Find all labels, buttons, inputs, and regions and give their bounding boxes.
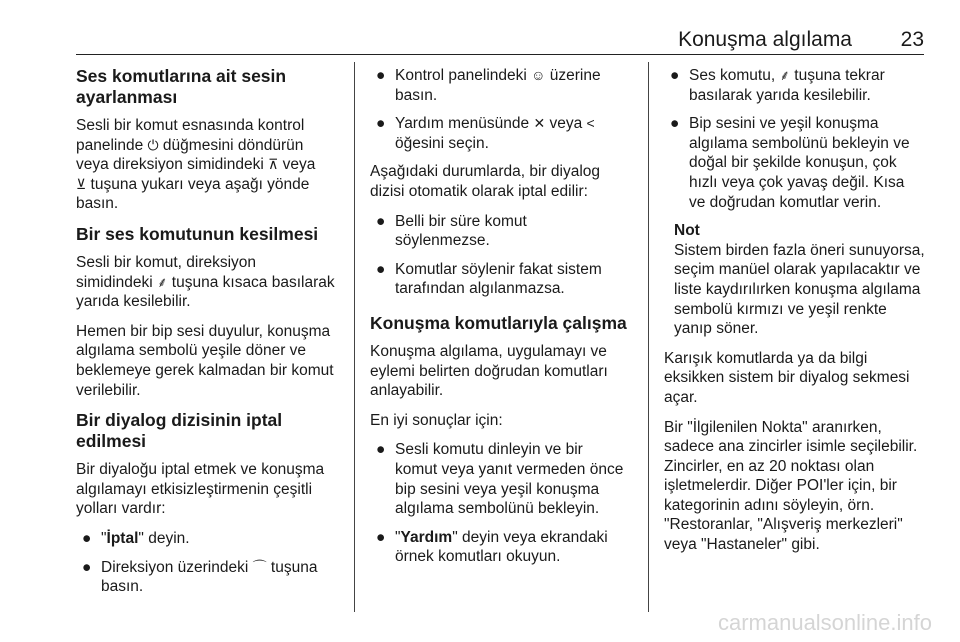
- list-item: ● "İptal" deyin.: [82, 529, 190, 547]
- list-item: ● Direksiyon üzerindeki ⌒ tuşuna basın.: [82, 558, 318, 596]
- paragraph: Bir diyaloğu iptal etmek ve konuşma algılamayı etkisizleştirmenin çeşitli yolları vardır:: [76, 461, 325, 518]
- page-header: [76, 28, 924, 55]
- voice-down-icon: ⊻: [76, 175, 87, 192]
- list-item: ● "Yardım" deyin veya ekrandaki örnek komutları okuyun.: [376, 528, 608, 566]
- voice-icon: ⸙: [779, 67, 790, 83]
- list-item: ● Sesli komutu dinleyin ve bir komut veya yanıt vermeden önce bip sesini veya yeşil konuşma algılama sembolünü bekleyin.: [376, 441, 624, 518]
- paragraph: Karışık komutlarda ya da bilgi eksikken sistem bir diyalog sekmesi açar.: [664, 349, 910, 406]
- power-icon: ⏻: [147, 136, 159, 153]
- hang-up-icon: ⌒: [252, 558, 267, 575]
- section-heading: Konuşma komutlarıyla çalışma: [370, 312, 627, 333]
- paragraph: En iyi sonuçlar için:: [370, 411, 503, 429]
- list-item: ● Yardım menüsünde ✕ veya < öğesini seçin.: [376, 115, 595, 152]
- list-item: ● Komutlar söylenir fakat sistem tarafından algılanmazsa.: [376, 260, 602, 298]
- page-title: Konuşma algılama: [678, 28, 852, 51]
- column-divider: [354, 62, 355, 612]
- section-heading: Ses komutlarına ait sesin ayarlanması: [76, 66, 287, 107]
- close-icon: ✕: [533, 115, 546, 132]
- section-heading: Bir diyalog dizisinin iptal edilmesi: [76, 410, 283, 452]
- paragraph: Aşağıdaki durumlarda, bir diyalog dizisi otomatik olarak iptal edilir:: [370, 163, 601, 200]
- list-item: ● Bip sesini ve yeşil konuşma algılama sembolünü bekleyin ve doğal bir şekilde konuşun, çok hızlı veya çok yavaş değil. Kısa ve doğrudan komutlar verin.: [670, 115, 910, 211]
- section-heading: Bir ses komutunun kesilmesi: [76, 223, 319, 244]
- voice-up-icon: ⊼: [268, 156, 279, 173]
- note-title: Not: [674, 222, 700, 240]
- column-1: [76, 66, 346, 606]
- paragraph: Bir "İlgilenilen Nokta" aranırken, sadece ana zincirler isimle seçilebilir. Zincirler, en az 20 noktası olan işletmelerdir. Diğer POI'ler için, bir kategorinin adını söyleyin, örn. "Restoranlar, "Alışveriş merkezleri" veya "Hastaneler" gibi.: [664, 418, 918, 554]
- voice-icon: ⸙: [156, 273, 168, 290]
- face-icon: ☺: [531, 67, 546, 83]
- paragraph: Konuşma algılama, uygulamayı ve eylemi belirten doğrudan komutları anlayabilir.: [370, 342, 608, 400]
- list-item: ● Ses komutu, ⸙ tuşuna tekrar basılarak yarıda kesilebilir.: [670, 67, 885, 104]
- column-2: [370, 66, 640, 576]
- column-divider: [648, 62, 649, 612]
- note-box: Not Sistem birden fazla öneri sunuyorsa, seçim manüel olarak yapılacaktır ve liste kaydırılırken konuşma algılama sembolü kırmızı ve yeşil renkte yanıp söner.: [674, 221, 929, 339]
- paragraph: Hemen bir bip sesi duyulur, konuşma algılama sembolü yeşile döner ve beklemeye gerek kalmadan bir komut verilebilir.: [76, 322, 334, 399]
- page-number: 23: [900, 28, 924, 51]
- list-item: ● Belli bir süre komut söylenmezse.: [376, 212, 527, 250]
- paragraph: Sesli bir komut esnasında kontrol panelinde ⏻ düğmesini döndürün veya direksiyon simidindeki ⊼ veya ⊻ tuşuna yukarı veya aşağı yönde basın.: [76, 117, 316, 213]
- list-item: ● Kontrol panelindeki ☺ üzerine basın.: [376, 67, 601, 104]
- column-3: [664, 66, 929, 565]
- paragraph: Sesli bir komut, direksiyon simidindeki ⸙ tuşuna kısaca basılarak yarıda kesilebilir.: [76, 253, 335, 311]
- watermark: carmanualsonline.info: [717, 610, 932, 635]
- back-icon: <: [586, 115, 595, 132]
